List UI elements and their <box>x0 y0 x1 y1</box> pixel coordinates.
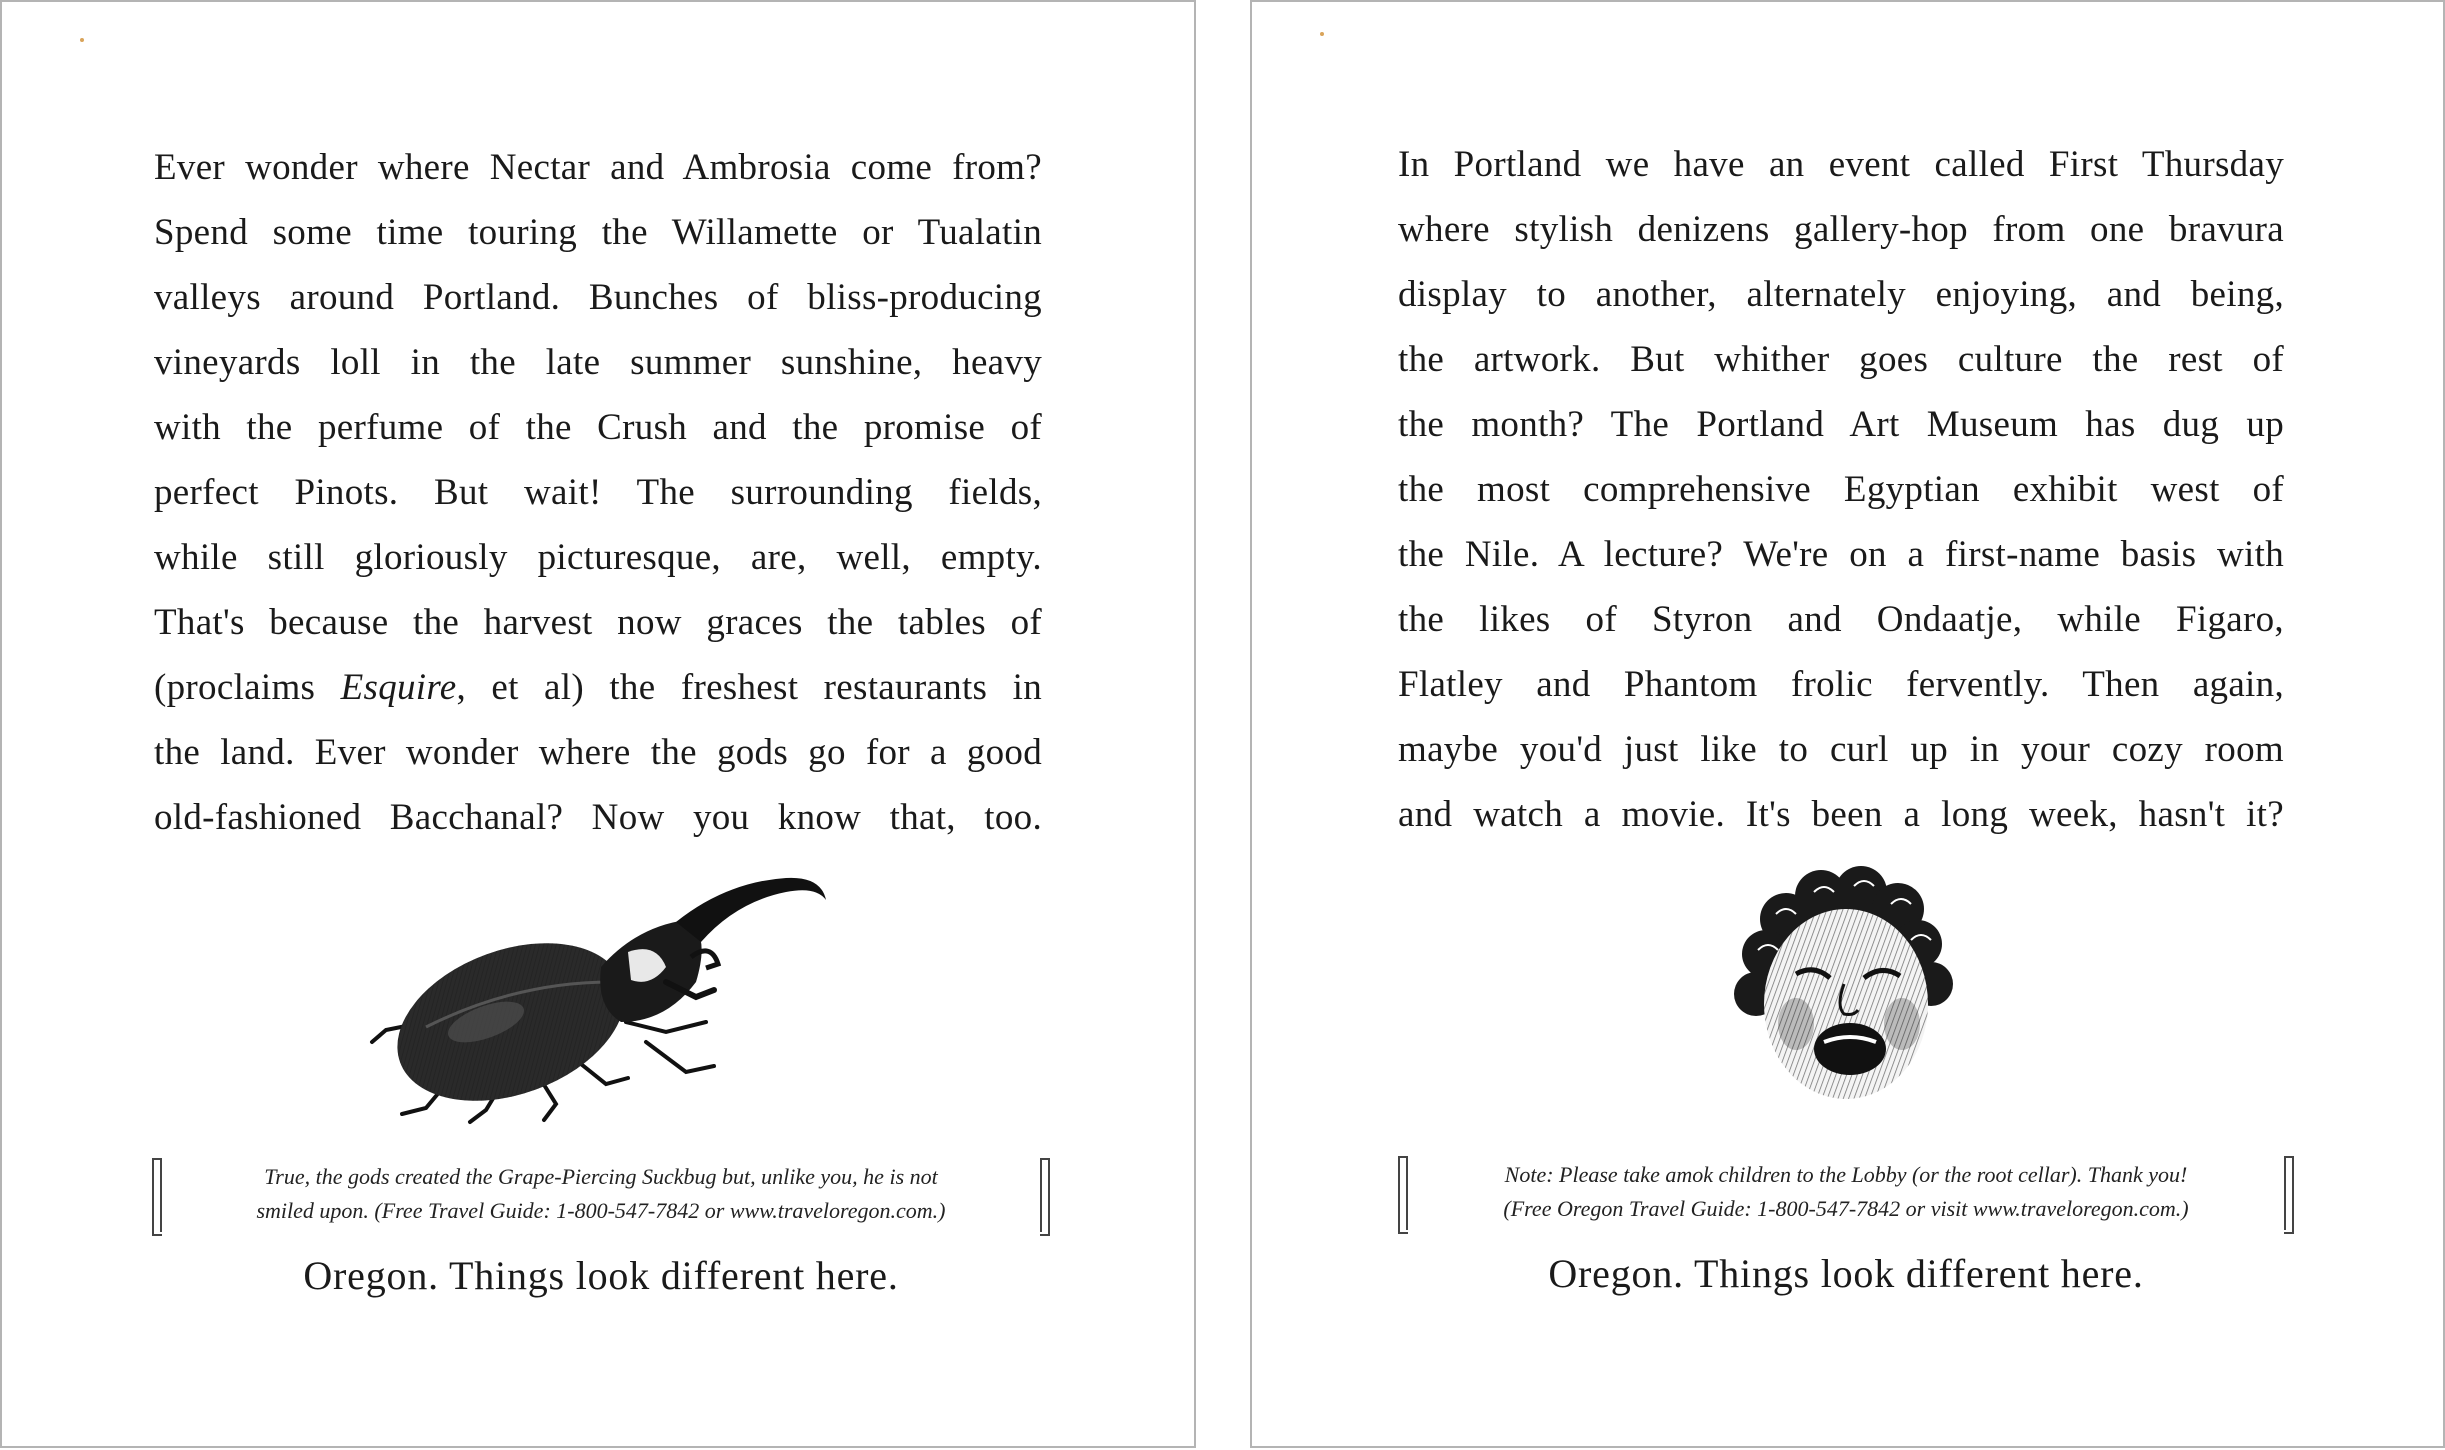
body-line: Flatley and Phantom frolic fervently. Then again, <box>1398 664 2284 705</box>
body-line: the month? The Portland Art Museum has dug up <box>1398 404 2284 445</box>
caption-line: True, the gods created the Grape-Piercing Suckbug but, unlike you, he is not <box>264 1164 938 1189</box>
crying-child-illustration <box>1726 864 1966 1114</box>
body-line: maybe you'd just like to curl up in your cozy room <box>1398 729 2284 770</box>
caption-bracket-right <box>2284 1156 2294 1234</box>
caption-bracket-right <box>1040 1158 1050 1236</box>
caption-bracket-left <box>152 1158 162 1236</box>
body-line: Ever wonder where Nectar and Ambrosia come from? <box>154 147 1042 188</box>
paper-speck <box>1320 32 1324 36</box>
body-line: perfect Pinots. But wait! The surrounding fields, <box>154 472 1042 513</box>
esquire-title: Esquire <box>340 667 457 708</box>
beetle-illustration <box>366 872 846 1142</box>
caption-line: smiled upon. (Free Travel Guide: 1-800-547-7842 or www.traveloregon.com.) <box>256 1198 946 1223</box>
body-line: with the perfume of the Crush and the promise of <box>154 407 1042 448</box>
body-line: the Nile. A lecture? We're on a first-name basis with <box>1398 534 2284 575</box>
right-body-copy <box>1398 132 2284 847</box>
body-line: That's because the harvest now graces the tables of <box>154 602 1042 643</box>
right-tagline: Oregon. Things look different here. <box>1548 1251 2144 1296</box>
caption-line: (Free Oregon Travel Guide: 1-800-547-7842 or visit www.traveloregon.com.) <box>1503 1196 2189 1221</box>
body-line: the artwork. But whither goes culture the rest of <box>1398 339 2284 380</box>
left-page <box>0 0 1196 1448</box>
body-line: and watch a movie. It's been a long week, hasn't it? <box>1398 794 2284 835</box>
esquire-after: , et al) the freshest restaurants in <box>456 667 1042 708</box>
caption-line: Note: Please take amok children to the Lobby (or the root cellar). Thank you! <box>1504 1162 2188 1187</box>
right-caption <box>1398 1152 2294 1238</box>
body-line: the land. Ever wonder where the gods go for a good <box>154 732 1042 773</box>
left-tagline: Oregon. Things look different here. <box>303 1253 899 1298</box>
paper-speck <box>80 38 84 42</box>
body-line: vineyards loll in the late summer sunshine, heavy <box>154 342 1042 383</box>
right-page <box>1250 0 2445 1448</box>
body-line-esquire <box>154 655 1042 720</box>
left-body-copy <box>154 135 1042 850</box>
body-line: Spend some time touring the Willamette or Tualatin <box>154 212 1042 253</box>
left-caption <box>152 1154 1050 1240</box>
body-line: where stylish denizens gallery-hop from one bravura <box>1398 209 2284 250</box>
caption-bracket-left <box>1398 1156 1408 1234</box>
esquire-before: (proclaims <box>154 667 341 708</box>
body-line: old-fashioned Bacchanal? Now you know that, too. <box>154 797 1042 838</box>
body-line: display to another, alternately enjoying, and being, <box>1398 274 2284 315</box>
body-line: the most comprehensive Egyptian exhibit west of <box>1398 469 2284 510</box>
body-line: the likes of Styron and Ondaatje, while Figaro, <box>1398 599 2284 640</box>
body-line: valleys around Portland. Bunches of bliss-producing <box>154 277 1042 318</box>
body-line: while still gloriously picturesque, are, well, empty. <box>154 537 1042 578</box>
body-line: In Portland we have an event called First Thursday <box>1398 144 2284 185</box>
